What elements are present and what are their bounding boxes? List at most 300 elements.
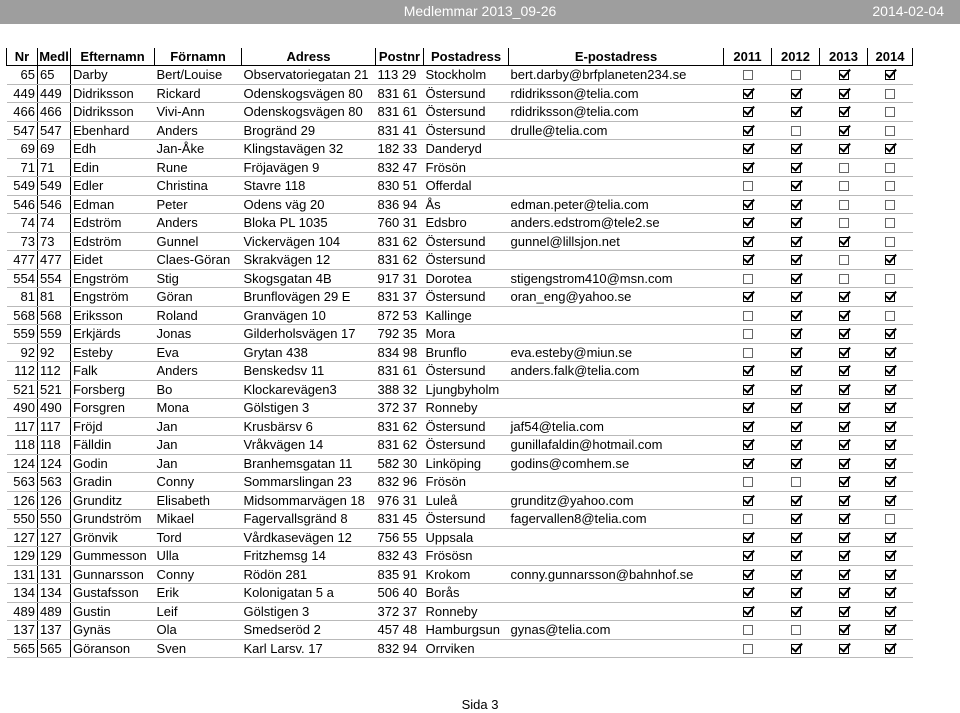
cell-fornamn: Jan [155, 417, 242, 436]
cell-year-2014 [868, 602, 913, 621]
member-table [6, 48, 913, 658]
checked-checkbox-icon[interactable] [743, 422, 753, 432]
cell-year-2011 [724, 473, 772, 492]
cell-year-2013 [820, 140, 868, 159]
checked-checkbox-icon[interactable] [791, 89, 801, 99]
cell-year-2011 [724, 306, 772, 325]
checked-checkbox-icon[interactable] [839, 126, 849, 136]
cell-year-2012 [772, 491, 820, 510]
cell-postnr: 388 32 [376, 380, 424, 399]
cell-year-2012 [772, 177, 820, 196]
cell-year-2012 [772, 380, 820, 399]
cell-adress: Klingstavägen 32 [242, 140, 376, 159]
checked-checkbox-icon[interactable] [885, 366, 895, 376]
cell-year-2014 [868, 140, 913, 159]
checked-checkbox-icon[interactable] [791, 440, 801, 450]
checked-checkbox-icon[interactable] [839, 570, 849, 580]
empty-checkbox-icon[interactable] [885, 200, 895, 210]
checked-checkbox-icon[interactable] [839, 144, 849, 154]
empty-checkbox-icon[interactable] [885, 218, 895, 228]
cell-nr: 554 [7, 269, 38, 288]
cell-nr: 477 [7, 251, 38, 270]
cell-nr: 117 [7, 417, 38, 436]
checked-checkbox-icon[interactable] [743, 588, 753, 598]
cell-nr: 129 [7, 547, 38, 566]
empty-checkbox-icon[interactable] [743, 348, 753, 358]
checked-checkbox-icon[interactable] [791, 144, 801, 154]
cell-medl: 134 [38, 584, 71, 603]
checked-checkbox-icon[interactable] [839, 459, 849, 469]
cell-year-2013 [820, 251, 868, 270]
checked-checkbox-icon[interactable] [743, 107, 753, 117]
cell-year-2011 [724, 380, 772, 399]
empty-checkbox-icon[interactable] [743, 274, 753, 284]
cell-fornamn: Mikael [155, 510, 242, 529]
cell-epostadress [509, 547, 724, 566]
table-row [7, 288, 913, 307]
cell-year-2011 [724, 491, 772, 510]
cell-postnr: 372 37 [376, 399, 424, 418]
cell-medl: 137 [38, 621, 71, 640]
empty-checkbox-icon[interactable] [885, 89, 895, 99]
col-header-medl: Medl [39, 49, 69, 64]
checked-checkbox-icon[interactable] [791, 107, 801, 117]
empty-checkbox-icon[interactable] [839, 274, 849, 284]
col-header-efternamn: Efternamn [71, 48, 155, 66]
cell-postadress: Krokom [424, 565, 509, 584]
table-row [7, 251, 913, 270]
cell-adress: Midsommarvägen 18 [242, 491, 376, 510]
checked-checkbox-icon[interactable] [839, 514, 849, 524]
empty-checkbox-icon[interactable] [885, 514, 895, 524]
cell-postnr: 831 62 [376, 417, 424, 436]
checked-checkbox-icon[interactable] [743, 218, 753, 228]
empty-checkbox-icon[interactable] [791, 70, 801, 80]
checked-checkbox-icon[interactable] [743, 570, 753, 580]
cell-medl: 490 [38, 399, 71, 418]
cell-postnr: 457 48 [376, 621, 424, 640]
col-header-2012: 2012 [772, 48, 820, 66]
cell-nr: 74 [7, 214, 38, 233]
table-row [7, 177, 913, 196]
cell-epostadress [509, 158, 724, 177]
cell-efternamn: Erkjärds [71, 325, 155, 344]
cell-year-2011 [724, 362, 772, 381]
cell-efternamn: Gunnarsson [71, 565, 155, 584]
empty-checkbox-icon[interactable] [839, 200, 849, 210]
empty-checkbox-icon[interactable] [791, 477, 801, 487]
empty-checkbox-icon[interactable] [839, 181, 849, 191]
cell-year-2012 [772, 565, 820, 584]
cell-year-2014 [868, 473, 913, 492]
checked-checkbox-icon[interactable] [885, 403, 895, 413]
checked-checkbox-icon[interactable] [885, 329, 895, 339]
checked-checkbox-icon[interactable] [743, 551, 753, 561]
cell-year-2013 [820, 158, 868, 177]
cell-fornamn: Eva [155, 343, 242, 362]
empty-checkbox-icon[interactable] [743, 70, 753, 80]
cell-postnr: 832 43 [376, 547, 424, 566]
cell-year-2013 [820, 306, 868, 325]
empty-checkbox-icon[interactable] [885, 126, 895, 136]
cell-nr: 131 [7, 565, 38, 584]
cell-epostadress [509, 473, 724, 492]
cell-year-2014 [868, 343, 913, 362]
cell-postadress: Frösösn [424, 547, 509, 566]
checked-checkbox-icon[interactable] [791, 163, 801, 173]
cell-year-2011 [724, 528, 772, 547]
cell-postnr: 760 31 [376, 214, 424, 233]
cell-year-2014 [868, 621, 913, 640]
checked-checkbox-icon[interactable] [791, 607, 801, 617]
cell-epostadress: rdidriksson@telia.com [509, 84, 724, 103]
checked-checkbox-icon[interactable] [885, 477, 895, 487]
cell-nr: 92 [7, 343, 38, 362]
cell-medl: 81 [38, 288, 71, 307]
cell-postadress: Östersund [424, 84, 509, 103]
empty-checkbox-icon[interactable] [885, 274, 895, 284]
cell-postnr: 831 62 [376, 251, 424, 270]
checked-checkbox-icon[interactable] [743, 144, 753, 154]
cell-year-2013 [820, 343, 868, 362]
empty-checkbox-icon[interactable] [885, 107, 895, 117]
cell-postadress: Edsbro [424, 214, 509, 233]
cell-postnr: 582 30 [376, 454, 424, 473]
checked-checkbox-icon[interactable] [839, 366, 849, 376]
cell-medl: 69 [38, 140, 71, 159]
cell-year-2012 [772, 158, 820, 177]
cell-efternamn: Fälldin [71, 436, 155, 455]
checked-checkbox-icon[interactable] [791, 255, 801, 265]
cell-nr: 81 [7, 288, 38, 307]
checked-checkbox-icon[interactable] [885, 644, 895, 654]
checked-checkbox-icon[interactable] [885, 385, 895, 395]
checked-checkbox-icon[interactable] [839, 588, 849, 598]
cell-fornamn: Erik [155, 584, 242, 603]
checked-checkbox-icon[interactable] [743, 440, 753, 450]
cell-epostadress: rdidriksson@telia.com [509, 103, 724, 122]
checked-checkbox-icon[interactable] [839, 607, 849, 617]
cell-medl: 74 [38, 214, 71, 233]
checked-checkbox-icon[interactable] [839, 89, 849, 99]
checked-checkbox-icon[interactable] [791, 588, 801, 598]
cell-medl: 65 [38, 66, 71, 85]
cell-medl: 549 [38, 177, 71, 196]
cell-nr: 549 [7, 177, 38, 196]
cell-year-2011 [724, 602, 772, 621]
cell-year-2014 [868, 399, 913, 418]
empty-checkbox-icon[interactable] [743, 514, 753, 524]
cell-postnr: 506 40 [376, 584, 424, 603]
checked-checkbox-icon[interactable] [839, 403, 849, 413]
cell-medl: 73 [38, 232, 71, 251]
cell-epostadress: gynas@telia.com [509, 621, 724, 640]
cell-fornamn: Anders [155, 121, 242, 140]
empty-checkbox-icon[interactable] [885, 181, 895, 191]
empty-checkbox-icon[interactable] [743, 181, 753, 191]
cell-adress: Brunflovägen 29 E [242, 288, 376, 307]
empty-checkbox-icon[interactable] [743, 644, 753, 654]
cell-medl: 71 [38, 158, 71, 177]
checked-checkbox-icon[interactable] [839, 237, 849, 247]
checked-checkbox-icon[interactable] [839, 533, 849, 543]
cell-adress: Granvägen 10 [242, 306, 376, 325]
cell-year-2014 [868, 66, 913, 85]
empty-checkbox-icon[interactable] [885, 163, 895, 173]
cell-year-2011 [724, 399, 772, 418]
checked-checkbox-icon[interactable] [791, 292, 801, 302]
cell-postnr: 835 91 [376, 565, 424, 584]
checked-checkbox-icon[interactable] [885, 144, 895, 154]
cell-epostadress: grunditz@yahoo.com [509, 491, 724, 510]
cell-year-2012 [772, 195, 820, 214]
checked-checkbox-icon[interactable] [791, 218, 801, 228]
cell-year-2013 [820, 454, 868, 473]
cell-medl: 118 [38, 436, 71, 455]
cell-year-2014 [868, 528, 913, 547]
checked-checkbox-icon[interactable] [743, 255, 753, 265]
checked-checkbox-icon[interactable] [885, 588, 895, 598]
cell-year-2011 [724, 269, 772, 288]
checked-checkbox-icon[interactable] [791, 570, 801, 580]
cell-postnr: 834 98 [376, 343, 424, 362]
cell-adress: Benskedsv 11 [242, 362, 376, 381]
cell-year-2013 [820, 547, 868, 566]
cell-fornamn: Roland [155, 306, 242, 325]
empty-checkbox-icon[interactable] [743, 477, 753, 487]
cell-fornamn: Jonas [155, 325, 242, 344]
col-header-postnr: Postnr [376, 48, 424, 66]
checked-checkbox-icon[interactable] [885, 625, 895, 635]
cell-year-2011 [724, 158, 772, 177]
cell-year-2011 [724, 343, 772, 362]
cell-postadress: Ljungbyholm [424, 380, 509, 399]
cell-nr: 550 [7, 510, 38, 529]
cell-fornamn: Ulla [155, 547, 242, 566]
cell-year-2014 [868, 417, 913, 436]
cell-fornamn: Tord [155, 528, 242, 547]
checked-checkbox-icon[interactable] [885, 348, 895, 358]
checked-checkbox-icon[interactable] [743, 89, 753, 99]
cell-year-2013 [820, 510, 868, 529]
empty-checkbox-icon[interactable] [743, 625, 753, 635]
cell-adress: Stavre 118 [242, 177, 376, 196]
checked-checkbox-icon[interactable] [791, 366, 801, 376]
cell-medl: 131 [38, 565, 71, 584]
checked-checkbox-icon[interactable] [791, 274, 801, 284]
table-row [7, 491, 913, 510]
cell-year-2011 [724, 121, 772, 140]
cell-adress: Grytan 438 [242, 343, 376, 362]
cell-year-2012 [772, 66, 820, 85]
cell-year-2014 [868, 565, 913, 584]
cell-year-2013 [820, 528, 868, 547]
checked-checkbox-icon[interactable] [743, 163, 753, 173]
cell-medl: 127 [38, 528, 71, 547]
cell-fornamn: Göran [155, 288, 242, 307]
cell-nr: 489 [7, 602, 38, 621]
checked-checkbox-icon[interactable] [791, 181, 801, 191]
checked-checkbox-icon[interactable] [839, 422, 849, 432]
empty-checkbox-icon[interactable] [743, 311, 753, 321]
cell-adress: Fagervallsgränd 8 [242, 510, 376, 529]
table-row [7, 140, 913, 159]
cell-adress: Klockarevägen3 [242, 380, 376, 399]
cell-adress: Vråkvägen 14 [242, 436, 376, 455]
cell-postadress: Ronneby [424, 399, 509, 418]
table-header-row [7, 48, 913, 66]
checked-checkbox-icon[interactable] [839, 311, 849, 321]
empty-checkbox-icon[interactable] [743, 329, 753, 339]
checked-checkbox-icon[interactable] [791, 644, 801, 654]
cell-postnr: 830 51 [376, 177, 424, 196]
cell-year-2013 [820, 214, 868, 233]
cell-fornamn: Bert/Louise [155, 66, 242, 85]
checked-checkbox-icon[interactable] [839, 292, 849, 302]
empty-checkbox-icon[interactable] [791, 625, 801, 635]
checked-checkbox-icon[interactable] [885, 255, 895, 265]
checked-checkbox-icon[interactable] [791, 200, 801, 210]
cell-adress: Odenskogsvägen 80 [242, 103, 376, 122]
cell-year-2012 [772, 269, 820, 288]
checked-checkbox-icon[interactable] [839, 477, 849, 487]
cell-postnr: 372 37 [376, 602, 424, 621]
cell-year-2014 [868, 436, 913, 455]
cell-year-2014 [868, 380, 913, 399]
member-sheet [6, 48, 913, 658]
cell-efternamn: Edström [71, 232, 155, 251]
checked-checkbox-icon[interactable] [791, 311, 801, 321]
checked-checkbox-icon[interactable] [885, 70, 895, 80]
empty-checkbox-icon[interactable] [839, 255, 849, 265]
cell-year-2013 [820, 325, 868, 344]
checked-checkbox-icon[interactable] [885, 292, 895, 302]
checked-checkbox-icon[interactable] [743, 459, 753, 469]
col-header-2013: 2013 [820, 48, 868, 66]
cell-medl: 112 [38, 362, 71, 381]
cell-adress: Bloka PL 1035 [242, 214, 376, 233]
checked-checkbox-icon[interactable] [839, 644, 849, 654]
checked-checkbox-icon[interactable] [839, 625, 849, 635]
cell-fornamn: Claes-Göran [155, 251, 242, 270]
cell-postnr: 831 41 [376, 121, 424, 140]
checked-checkbox-icon[interactable] [839, 70, 849, 80]
cell-year-2012 [772, 362, 820, 381]
cell-efternamn: Ebenhard [71, 121, 155, 140]
checked-checkbox-icon[interactable] [743, 292, 753, 302]
checked-checkbox-icon[interactable] [743, 496, 753, 506]
checked-checkbox-icon[interactable] [839, 385, 849, 395]
cell-epostadress: bert.darby@brfplaneten234.se [509, 66, 724, 85]
checked-checkbox-icon[interactable] [791, 385, 801, 395]
cell-fornamn: Anders [155, 214, 242, 233]
cell-year-2013 [820, 473, 868, 492]
checked-checkbox-icon[interactable] [743, 403, 753, 413]
cell-year-2012 [772, 103, 820, 122]
empty-checkbox-icon[interactable] [839, 163, 849, 173]
cell-epostadress [509, 584, 724, 603]
cell-nr: 563 [7, 473, 38, 492]
empty-checkbox-icon[interactable] [885, 237, 895, 247]
checked-checkbox-icon[interactable] [885, 422, 895, 432]
checked-checkbox-icon[interactable] [743, 237, 753, 247]
cell-epostadress: conny.gunnarsson@bahnhof.se [509, 565, 724, 584]
empty-checkbox-icon[interactable] [791, 126, 801, 136]
cell-postadress: Östersund [424, 103, 509, 122]
checked-checkbox-icon[interactable] [743, 200, 753, 210]
cell-adress: Branhemsgatan 11 [242, 454, 376, 473]
checked-checkbox-icon[interactable] [839, 440, 849, 450]
cell-efternamn: Edh [71, 140, 155, 159]
checked-checkbox-icon[interactable] [743, 533, 753, 543]
cell-nr: 124 [7, 454, 38, 473]
cell-efternamn: Grönvik [71, 528, 155, 547]
checked-checkbox-icon[interactable] [791, 496, 801, 506]
cell-postadress: Östersund [424, 232, 509, 251]
cell-epostadress [509, 251, 724, 270]
checked-checkbox-icon[interactable] [791, 403, 801, 413]
cell-adress: Gölstigen 3 [242, 602, 376, 621]
checked-checkbox-icon[interactable] [885, 440, 895, 450]
cell-year-2011 [724, 232, 772, 251]
col-header-2014: 2014 [868, 48, 913, 66]
checked-checkbox-icon[interactable] [839, 107, 849, 117]
checked-checkbox-icon[interactable] [885, 551, 895, 561]
checked-checkbox-icon[interactable] [839, 348, 849, 358]
cell-year-2013 [820, 362, 868, 381]
checked-checkbox-icon[interactable] [839, 329, 849, 339]
checked-checkbox-icon[interactable] [791, 459, 801, 469]
checked-checkbox-icon[interactable] [839, 496, 849, 506]
cell-epostadress: anders.edstrom@tele2.se [509, 214, 724, 233]
cell-epostadress [509, 380, 724, 399]
checked-checkbox-icon[interactable] [743, 607, 753, 617]
cell-medl: 449 [38, 84, 71, 103]
checked-checkbox-icon[interactable] [791, 514, 801, 524]
checked-checkbox-icon[interactable] [791, 533, 801, 543]
checked-checkbox-icon[interactable] [791, 551, 801, 561]
checked-checkbox-icon[interactable] [791, 348, 801, 358]
checked-checkbox-icon[interactable] [743, 385, 753, 395]
cell-year-2012 [772, 510, 820, 529]
checked-checkbox-icon[interactable] [791, 329, 801, 339]
checked-checkbox-icon[interactable] [791, 422, 801, 432]
table-row [7, 547, 913, 566]
cell-nr: 521 [7, 380, 38, 399]
checked-checkbox-icon[interactable] [885, 496, 895, 506]
checked-checkbox-icon[interactable] [791, 237, 801, 247]
checked-checkbox-icon[interactable] [885, 533, 895, 543]
cell-postadress: Danderyd [424, 140, 509, 159]
empty-checkbox-icon[interactable] [885, 311, 895, 321]
checked-checkbox-icon[interactable] [839, 551, 849, 561]
cell-efternamn: Forsberg [71, 380, 155, 399]
checked-checkbox-icon[interactable] [885, 459, 895, 469]
table-row [7, 232, 913, 251]
cell-medl: 568 [38, 306, 71, 325]
cell-efternamn: Göranson [71, 639, 155, 658]
cell-year-2013 [820, 195, 868, 214]
checked-checkbox-icon[interactable] [885, 570, 895, 580]
checked-checkbox-icon[interactable] [743, 366, 753, 376]
table-row [7, 399, 913, 418]
empty-checkbox-icon[interactable] [839, 218, 849, 228]
cell-year-2011 [724, 177, 772, 196]
checked-checkbox-icon[interactable] [885, 607, 895, 617]
checked-checkbox-icon[interactable] [743, 126, 753, 136]
cell-year-2012 [772, 602, 820, 621]
cell-epostadress [509, 325, 724, 344]
